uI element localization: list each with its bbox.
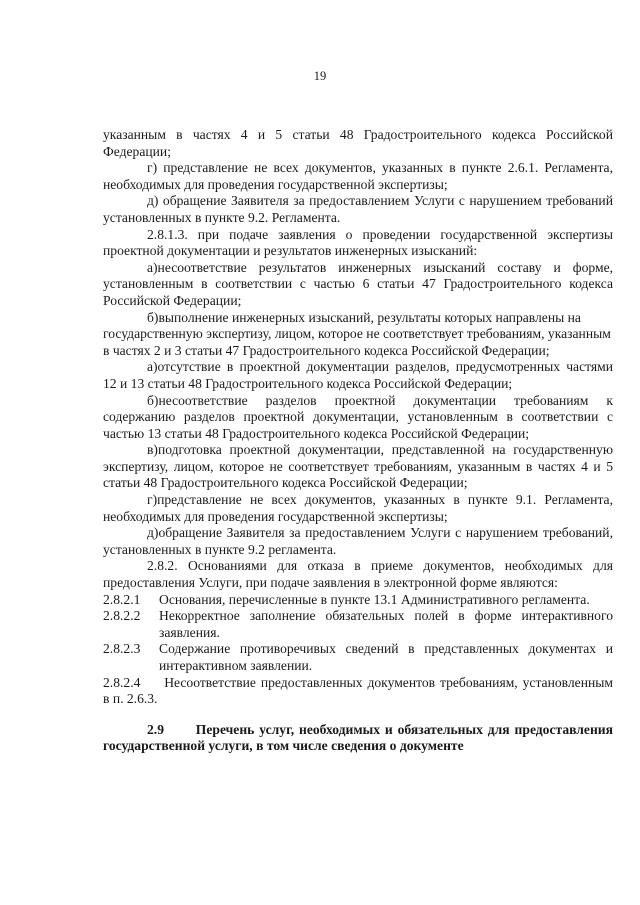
section-number: 2.9 xyxy=(147,721,164,737)
item-number: 2.8.2.3 xyxy=(103,641,141,657)
paragraph: б)выполнение инженерных изысканий, результаты которых направлены на xyxy=(147,309,581,325)
paragraph: а)несоответствие результатов инженерных изысканий составу и форме, установленным в соответствии с частью 6 статьи 47 Градостроительного кодекса Российской Федерации; xyxy=(103,259,613,308)
paragraph: 2.8.2. Основаниями для отказа в приеме документов, необходимых для предоставления Услуги, при подаче заявления в электронной форме являются: xyxy=(103,558,613,591)
paragraph: г) представление не всех документов, указанных в пункте 2.6.1. Регламента, необходимых для проведения государственной экспертизы; xyxy=(103,160,613,192)
item-text: Некорректное заполнение обязательных полей в форме интерактивного заявления. xyxy=(159,608,613,640)
paragraph: д)обращение Заявителя за предоставлением Услуги с нарушением требований, установленных в пункте 9.2 регламента. xyxy=(103,525,613,557)
paragraph: г)представление не всех документов, указанных в пункте 9.1. Регламента, необходимых для проведения государственной экспертизы; xyxy=(103,492,613,524)
page-body xyxy=(103,127,613,755)
paragraph: д) обращение Заявителя за предоставлением Услуги с нарушением требований установленных в пункте 9.2. Регламента. xyxy=(103,193,613,225)
paragraph: в частях 2 и 3 статьи 47 Градостроительного кодекса Российской Федерации; xyxy=(103,342,550,358)
item-number: 2.8.2.2 xyxy=(103,608,141,624)
paragraph: указанным в частях 4 и 5 статьи 48 Градостроительного кодекса Российской Федерации; xyxy=(103,127,613,159)
item-text: Несоответствие предоставленных документов требованиям, установленным в п. 2.6.3. xyxy=(103,674,613,707)
item-number: 2.8.2.1 xyxy=(103,591,141,607)
item-number: 2.8.2.4 xyxy=(103,674,141,690)
paragraph: 2.8.1.3. при подаче заявления о проведении государственной экспертизы проектной документации и результатов инженерных изысканий: xyxy=(103,226,613,259)
section-heading xyxy=(103,722,613,755)
paragraph: в)подготовка проектной документации, представленной на государственную экспертизу, лицом, которое не соответствует требованиям, указанным в частях 4 и 5 статьи 48 Градостроительного кодекса Российской Федерации; xyxy=(103,442,613,491)
section-title: Перечень услуг, необходимых и обязательных для предоставления государственной услуги, в том числе сведения о документе xyxy=(103,721,613,754)
numbered-paragraph xyxy=(103,675,613,708)
item-text: Содержание противоречивых сведений в представленных документах и интерактивном заявлении. xyxy=(159,641,613,673)
numbered-item xyxy=(103,592,613,609)
numbered-item xyxy=(103,608,613,641)
numbered-item xyxy=(103,641,613,674)
item-text: Основания, перечисленные в пункте 13.1 Административного регламента. xyxy=(159,591,590,607)
page-number: 19 xyxy=(313,69,327,83)
paragraph: б)несоответствие разделов проектной документации требованиям к содержанию разделов проектной документации, установленным в соответствии с частью 13 статьи 48 Градостроительного кодекса Российской Федерации; xyxy=(103,392,613,441)
paragraph: государственную экспертизу, лицом, которое не соответствует требованиям, указанным xyxy=(103,326,611,342)
paragraph: а)отсутствие в проектной документации разделов, предусмотренных частями 12 и 13 статьи 48 Градостроительного кодекса Российской Федерации; xyxy=(103,359,613,391)
